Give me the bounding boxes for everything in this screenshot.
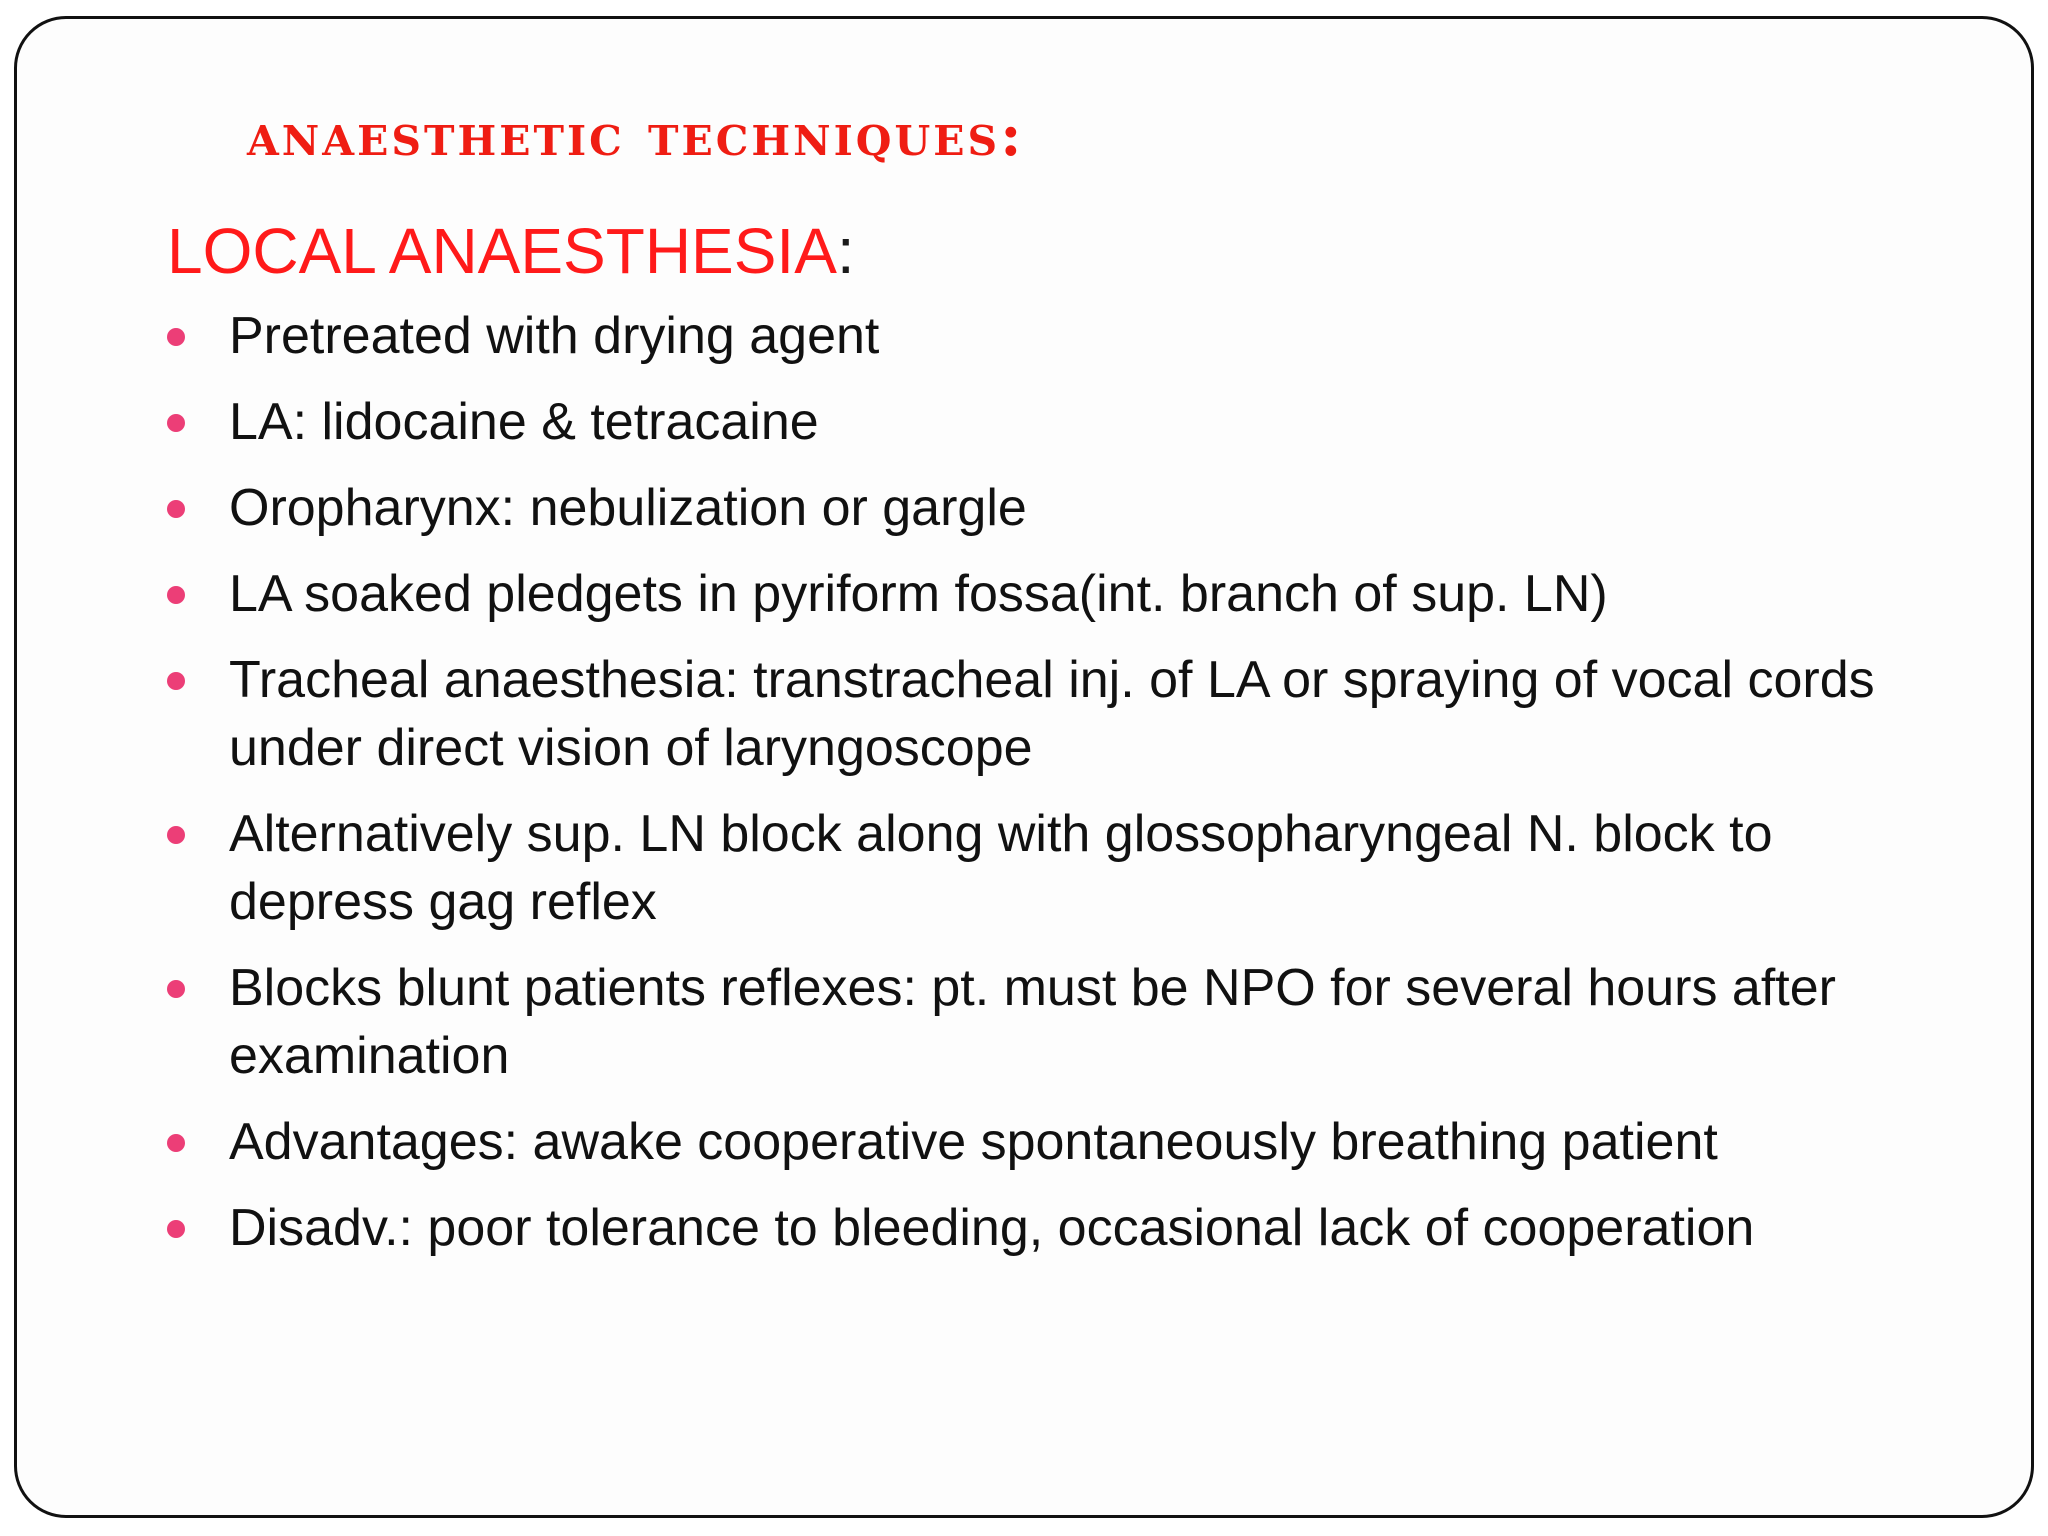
bullet-dot-icon — [167, 1220, 185, 1238]
bullet-dot-icon — [167, 826, 185, 844]
bullet-dot-icon — [167, 328, 185, 346]
list-item-text: Pretreated with drying agent — [229, 307, 880, 365]
bullet-dot-icon — [167, 414, 185, 432]
list-item-text: Advantages: awake cooperative spontaneously breathing patient — [229, 1113, 1718, 1171]
list-item-text: LA: lidocaine & tetracaine — [229, 393, 819, 451]
list-item-text: Tracheal anaesthesia: transtracheal inj. of LA or spraying of vocal cords under direct vision of laryngoscope — [229, 651, 1875, 777]
slide-title: anaesthetic techniques: — [247, 101, 1025, 169]
list-item — [167, 1194, 1967, 1262]
list-item-text: Blocks blunt patients reflexes: pt. must be NPO for several hours after examination — [229, 959, 1836, 1085]
list-item-text: Alternatively sup. LN block along with glossopharyngeal N. block to depress gag reflex — [229, 805, 1773, 931]
bullet-dot-icon — [167, 500, 185, 518]
list-item-text: Disadv.: poor tolerance to bleeding, occasional lack of cooperation — [229, 1199, 1755, 1257]
list-item-text: LA soaked pledgets in pyriform fossa(int. branch of sup. LN) — [229, 565, 1608, 623]
bullet-list — [167, 302, 1967, 1280]
list-item — [167, 388, 1967, 456]
list-item — [167, 646, 1967, 782]
slide-frame — [14, 16, 2034, 1518]
list-item — [167, 954, 1967, 1090]
bullet-dot-icon — [167, 1134, 185, 1152]
section-heading — [167, 214, 855, 288]
bullet-dot-icon — [167, 586, 185, 604]
list-item — [167, 1108, 1967, 1176]
section-heading-text: LOCAL ANAESTHESIA — [167, 215, 837, 287]
list-item — [167, 560, 1967, 628]
section-heading-colon: : — [836, 215, 855, 287]
list-item-text: Oropharynx: nebulization or gargle — [229, 479, 1027, 537]
list-item — [167, 474, 1967, 542]
list-item — [167, 302, 1967, 370]
bullet-dot-icon — [167, 980, 185, 998]
list-item — [167, 800, 1967, 936]
bullet-dot-icon — [167, 672, 185, 690]
